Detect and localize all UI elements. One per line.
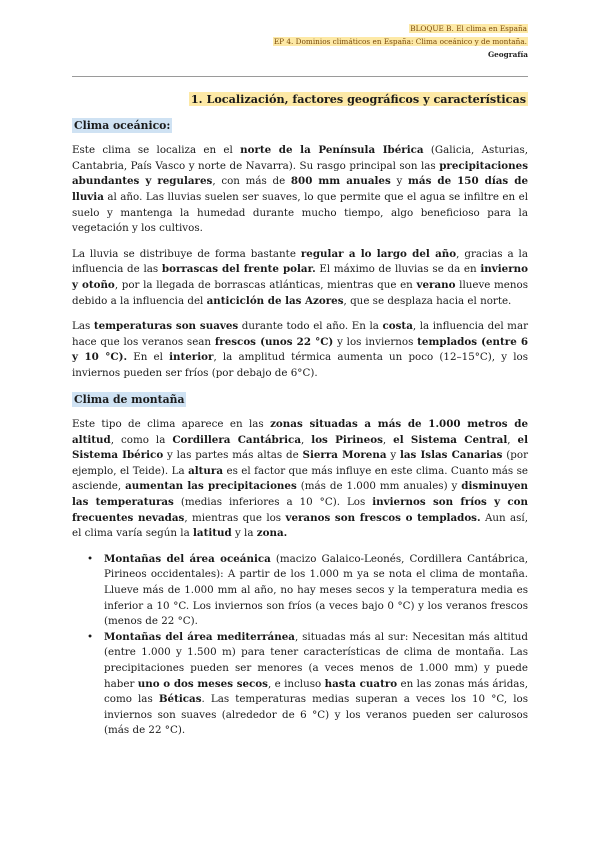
header-unit-title: EP 4. Dominios climáticos en España: Clima oceánico y de montaña. <box>273 37 527 46</box>
section-title: 1. Localización, factores geográficos y características <box>190 92 526 106</box>
bullet-marker: • <box>87 552 94 565</box>
list-item: • Montañas del área oceánica (macizo Galaico-Leonés, Cordillera Cantábrica, Pirineos occidentales): A partir de los 1.000 m ya se nota el clima de montaña. Llueve más de 1.000 mm al año, no hay meses secos y la temperatura media es inferior a 10 °C. Los inviernos son fríos (a veces bajo 0 °C) y los veranos frescos (menos de 22 °C). <box>87 552 529 628</box>
header-divider <box>72 76 528 77</box>
bullet-marker: • <box>87 630 94 643</box>
oceanico-paragraph-2: La lluvia se distribuye de forma bastante regular a lo largo del año, gracias a la influencia de las borrascas del frente polar. El máximo de lluvias se da en invierno y otoño, por la llegada de borrascas atlánticas, mientras que en verano llueve menos debido a la influencia del anticiclón de las Azores, que se desplaza hacia el norte. <box>72 247 529 307</box>
montana-bullet-list <box>72 552 528 739</box>
main-content <box>72 92 528 739</box>
header-subject: Geografía <box>487 50 528 59</box>
oceanico-paragraph-1: Este clima se localiza en el norte de la Península Ibérica (Galicia, Asturias, Cantabria, País Vasco y norte de Navarra). Su rasgo principal son las precipitaciones abundantes y regulares, con más de 800 mm anuales y más de 150 días de lluvia al año. Las lluvias suelen ser suaves, lo que permite que el agua se infiltre en el suelo y mantenga la humedad durante mucho tiempo, algo beneficioso para la vegetación y los cultivos. <box>72 144 529 235</box>
page-header <box>273 22 528 61</box>
heading-clima-oceanico: Clima oceánico: <box>74 118 171 132</box>
list-item: • Montañas del área mediterránea, situadas más al sur: Necesitan más altitud (entre 1.000 y 1.500 m) para tener características de clima de montaña. Las precipitaciones pueden ser menores (a veces menos de 1.000 mm) y puede haber uno o dos meses secos, e incluso hasta cuatro en las zonas más áridas, como las Béticas. Las temperaturas medias superan a veces los 10 °C, los inviernos son suaves (alrededor de 6 °C) y los veranos pueden ser calurosos (más de 22 °C). <box>87 630 528 737</box>
heading-clima-montana: Clima de montaña <box>74 392 185 406</box>
header-block-title: BLOQUE B. El clima en España <box>410 24 527 33</box>
montana-paragraph-1: Este tipo de clima aparece en las zonas situadas a más de 1.000 metros de altitud, como la Cordillera Cantábrica, los Pirineos, el Sistema Central, el Sistema Ibérico y las partes más altas de Sierra Morena y las Islas Canarias (por ejemplo, el Teide). La altura es el factor que más influye en este clima. Cuanto más se asciende, aumentan las precipitaciones (más de 1.000 mm anuales) y disminuyen las temperaturas (medias inferiores a 10 °C). Los inviernos son fríos y con frecuentes nevadas, mientras que los veranos son frescos o templados. Aun así, el clima varía según la latitud y la zona. <box>72 418 529 540</box>
oceanico-paragraph-3: Las temperaturas son suaves durante todo el año. En la costa, la influencia del mar hace que los veranos sean frescos (unos 22 °C) y los inviernos templados (entre 6 y 10 °C). En el interior, la amplitud térmica aumenta un poco (12–15°C), y los inviernos pueden ser fríos (por debajo de 6°C). <box>72 320 529 379</box>
